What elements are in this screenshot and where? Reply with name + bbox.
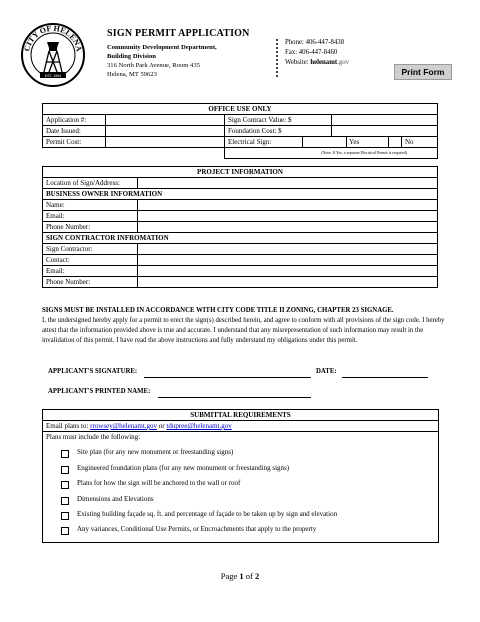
application-field[interactable] bbox=[106, 115, 225, 126]
item-variances: Any variances, Conditional Use Permits, or Encroachments that apply to the property bbox=[77, 525, 317, 533]
permit-cost-label: Permit Cost: bbox=[43, 137, 106, 148]
signature-line[interactable] bbox=[144, 377, 311, 378]
email-link-2[interactable]: tdupree@helenamt.gov bbox=[166, 422, 232, 430]
contact-label: Contact: bbox=[43, 255, 138, 266]
item-foundation-plans: Engineered foundation plans (for any new monument or freestanding signs) bbox=[77, 464, 290, 472]
item-anchoring-plans: Plans for how the sign will be anchored to the wall or roof bbox=[77, 479, 241, 487]
city-seal-logo bbox=[20, 22, 86, 88]
contract-value-label: Sign Contract Value: $ bbox=[225, 115, 332, 126]
foundation-cost-label: Foundation Cost: $ bbox=[225, 126, 332, 137]
office-use-table bbox=[42, 103, 438, 159]
address-line1: 316 North Park Avenue, Room 435 bbox=[107, 62, 200, 69]
contractor-email-label: Email: bbox=[43, 266, 138, 277]
page-number: Page 1 of 2 bbox=[220, 571, 260, 581]
email-link-1[interactable]: rrowsey@helenamt.gov bbox=[90, 422, 158, 430]
owner-section-title: BUSINESS OWNER INFORMATION bbox=[43, 189, 438, 200]
checkbox-foundation-plans[interactable] bbox=[61, 466, 69, 474]
contractor-phone-label: Phone Number: bbox=[43, 277, 138, 288]
location-field[interactable] bbox=[138, 178, 438, 189]
contractor-field[interactable] bbox=[138, 244, 438, 255]
svg-text:CITY OF HELENA: CITY OF HELENA bbox=[22, 23, 84, 53]
office-use-title: OFFICE USE ONLY bbox=[43, 104, 438, 115]
contact-field[interactable] bbox=[138, 255, 438, 266]
checkbox-anchoring-plans[interactable] bbox=[61, 481, 69, 489]
item-site-plan: Site plan (for any new monument or freestanding signs) bbox=[77, 448, 234, 456]
svg-text:EST. 1864: EST. 1864 bbox=[44, 74, 62, 78]
requirements-title: SUBMITTAL REQUIREMENTS bbox=[43, 410, 438, 421]
location-label: Location of Sign/Address: bbox=[43, 178, 138, 189]
signature-label: APPLICANT'S SIGNATURE: bbox=[48, 368, 138, 375]
item-dimensions: Dimensions and Elevations bbox=[77, 495, 154, 503]
checkbox-variances[interactable] bbox=[61, 527, 69, 535]
phone-text: Phone: 406-447-8438 bbox=[285, 39, 345, 46]
owner-email-label: Email: bbox=[43, 211, 138, 222]
checkbox-site-plan[interactable] bbox=[61, 450, 69, 458]
contract-value-field[interactable] bbox=[332, 115, 438, 126]
printed-name-label: APPLICANT'S PRINTED NAME: bbox=[48, 388, 151, 395]
electrical-sign-cell bbox=[225, 137, 438, 148]
date-label: DATE: bbox=[316, 368, 337, 375]
submittal-requirements-box bbox=[42, 409, 439, 543]
item-facade: Existing building façade sq. ft. and percentage of façade to be taken up by sign and elevation bbox=[77, 510, 338, 518]
department-address bbox=[107, 43, 217, 79]
owner-name-label: Name: bbox=[43, 200, 138, 211]
contact-info bbox=[285, 38, 349, 68]
electrical-yes-label: Yes bbox=[349, 138, 360, 146]
note-spacer bbox=[43, 148, 225, 159]
contractor-section-title: SIGN CONTRACTOR INFROMATION bbox=[43, 233, 438, 244]
project-info-title: PROJECT INFORMATION bbox=[43, 167, 438, 178]
date-issued-label: Date Issued: bbox=[43, 126, 106, 137]
declaration-body: I, the undersigned hereby apply for a permit to erect the sign(s) described herein, and agree to conform with all provisions of the sign code. I hereby attest that the information provided above is true and accurate. I understand that any misrepresentation of such information may result in the invalidation of this permit. I have read the above instructions and fully understand my obligations under this permit. bbox=[42, 317, 445, 344]
permit-cost-field[interactable] bbox=[106, 137, 225, 148]
project-info-table bbox=[42, 166, 438, 288]
application-label: Application #: bbox=[43, 115, 106, 126]
owner-phone-field[interactable] bbox=[138, 222, 438, 233]
checkbox-dimensions[interactable] bbox=[61, 497, 69, 505]
electrical-yes-box[interactable] bbox=[302, 137, 347, 147]
plans-include-label: Plans must include the following: bbox=[46, 433, 141, 441]
print-form-button[interactable]: Print Form bbox=[394, 64, 452, 80]
printed-name-line[interactable] bbox=[158, 397, 311, 398]
form-title: SIGN PERMIT APPLICATION bbox=[107, 28, 250, 39]
contractor-label: Sign Contractor: bbox=[43, 244, 138, 255]
org-line2: Building Division bbox=[107, 53, 156, 60]
owner-name-field[interactable] bbox=[138, 200, 438, 211]
fax-text: Fax: 406-447-8460 bbox=[285, 49, 338, 56]
declaration-heading: SIGNS MUST BE INSTALLED IN ACCORDANCE WITH CITY CODE TITLE II ZONING, CHAPTER 23 SIGNAGE. bbox=[42, 307, 394, 314]
electrical-no-label: No bbox=[405, 138, 414, 146]
website-link[interactable]: helenamt bbox=[310, 59, 338, 66]
electrical-sign-label: Electrical Sign: bbox=[228, 138, 272, 146]
org-line1: Community Development Department, bbox=[107, 44, 217, 51]
electrical-note: (Note: If Yes, a separate Electrical Permit is required) bbox=[225, 148, 438, 159]
date-line[interactable] bbox=[342, 377, 428, 378]
checkbox-facade[interactable] bbox=[61, 512, 69, 520]
address-line2: Helena, MT 59623 bbox=[107, 71, 157, 78]
dotted-divider bbox=[276, 38, 278, 78]
email-plans-row: Email plans to: rrowsey@helenamt.gov or tdupree@helenamt.gov bbox=[43, 421, 438, 432]
owner-email-field[interactable] bbox=[138, 211, 438, 222]
electrical-no-box[interactable] bbox=[388, 137, 402, 147]
date-issued-field[interactable] bbox=[106, 126, 225, 137]
owner-phone-label: Phone Number: bbox=[43, 222, 138, 233]
website-text: Website: helenamt.gov bbox=[285, 59, 350, 66]
contractor-phone-field[interactable] bbox=[138, 277, 438, 288]
contractor-email-field[interactable] bbox=[138, 266, 438, 277]
foundation-cost-field[interactable] bbox=[332, 126, 438, 137]
